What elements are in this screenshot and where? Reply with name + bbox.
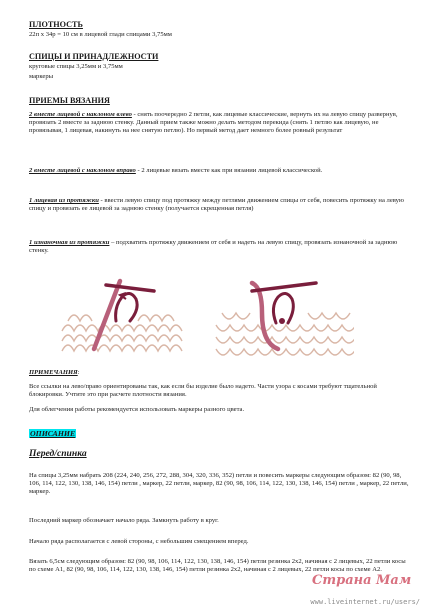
notes-text-1: Все ссылки на лево/право ориентированы так, как если бы изделие было надето. Части узора с косами требуют тщательной блокировки. Учтите это при расчете плотности вязания. xyxy=(29,383,377,398)
technique-term: 1 лицевая из протяжки xyxy=(29,197,99,204)
density-text: 22п х 34р = 10 см в лицевой глади спицами 3,75мм xyxy=(29,31,172,38)
knit-increase-illustration xyxy=(58,277,190,357)
techniques-heading: ПРИЕМЫ ВЯЗАНИЯ xyxy=(29,96,110,105)
technique-term: 2 вместе лицевой с наклоном вправо xyxy=(29,167,136,174)
notes-text-2: Для облегчения работы рекомендуется использовать маркеры разного цвета. xyxy=(29,406,245,413)
front-back-heading: Перед/спинка xyxy=(29,448,87,459)
front-back-para-3: Начало ряда располагается с левой стороны, с небольшим смещением вперед. xyxy=(29,538,249,545)
description-heading: ОПИСАНИЕ xyxy=(30,429,76,438)
technique-desc: - снять поочередно 2 петли, как лицевые классические, вернуть их на левую спицу развернув, провязать 2 вместе за заднюю стенку. Данный прием также можно делать методом перекида (снять 1 петлю как лицевую, не провязывая, 1 лицевая, накинуть на нее снятую петлю). Но первый метод дает немного более ровный результат xyxy=(29,111,398,134)
technique-purl-increase xyxy=(29,239,409,255)
needles-heading: СПИЦЫ И ПРИНАДЛЕЖНОСТИ xyxy=(29,52,159,61)
watermark-logo-text: Страна Мам xyxy=(312,573,412,588)
watermark-logo xyxy=(308,564,420,594)
description-heading-line xyxy=(29,429,76,438)
front-back-para-1: На спицы 3,25мм набрать 208 (224, 240, 256, 272, 288, 304, 320, 336, 352) петли и повесить маркеры следующим образом: 82 (90, 98, 106, 114, 122, 130, 138, 146, 154) петли , маркер, 22 петли, маркер, 82 (90, 98, 106, 114, 122, 130, 138, 146, 154) петли , маркер, 22 петли, маркер. xyxy=(29,472,409,495)
density-heading: ПЛОТНОСТЬ xyxy=(29,20,83,29)
notes-colon: : xyxy=(77,369,80,376)
needles-line-1: круговые спицы 3,25мм и 3,75мм xyxy=(29,63,123,70)
front-back-para-4: Вязать 6,5см следующим образом: 82 (90, 98, 106, 114, 122, 130, 138, 146, 154) петли резинка 2х2, начиная с 2 лицевых, 22 петли косы по схеме А1, 82 (90, 98, 106, 114, 122, 130, 138, 146, 154) петли резинка 2х2, начиная с 2 лицевых, 22 петли косы по схеме А2. xyxy=(29,558,406,573)
technique-desc: - 2 лицевые вязать вместе как при вязании лицевой классической. xyxy=(135,167,323,174)
technique-term: 1 изнаночная из протяжки xyxy=(29,239,110,246)
notes-heading-line xyxy=(29,369,409,377)
technique-term: 2 вместе лицевой с наклоном влево xyxy=(29,111,132,118)
technique-left-decrease xyxy=(29,111,409,134)
purl-increase-illustration xyxy=(212,277,354,357)
technique-desc: - ввести левую спицу под протяжку между петлями движением спицы от себя, повесить протяжку на левую спицу и провязать ее лицевой за заднюю стенку (получается скрещенная петля) xyxy=(29,197,404,212)
front-back-para-2: Последний маркер обозначает начало ряда. Замкнуть работу в круг. xyxy=(29,517,219,524)
watermark-url: www.liveinternet.ru/users/ xyxy=(310,598,420,606)
notes-heading: ПРИМЕЧАНИЯ xyxy=(29,369,78,376)
technique-knit-increase xyxy=(29,197,409,213)
technique-desc: – подхватить протяжку движением от себя и надеть на левую спицу, провязать изнаночной за заднюю стенку. xyxy=(29,239,398,254)
technique-right-decrease xyxy=(29,167,409,175)
needles-line-2: маркеры xyxy=(29,73,54,80)
